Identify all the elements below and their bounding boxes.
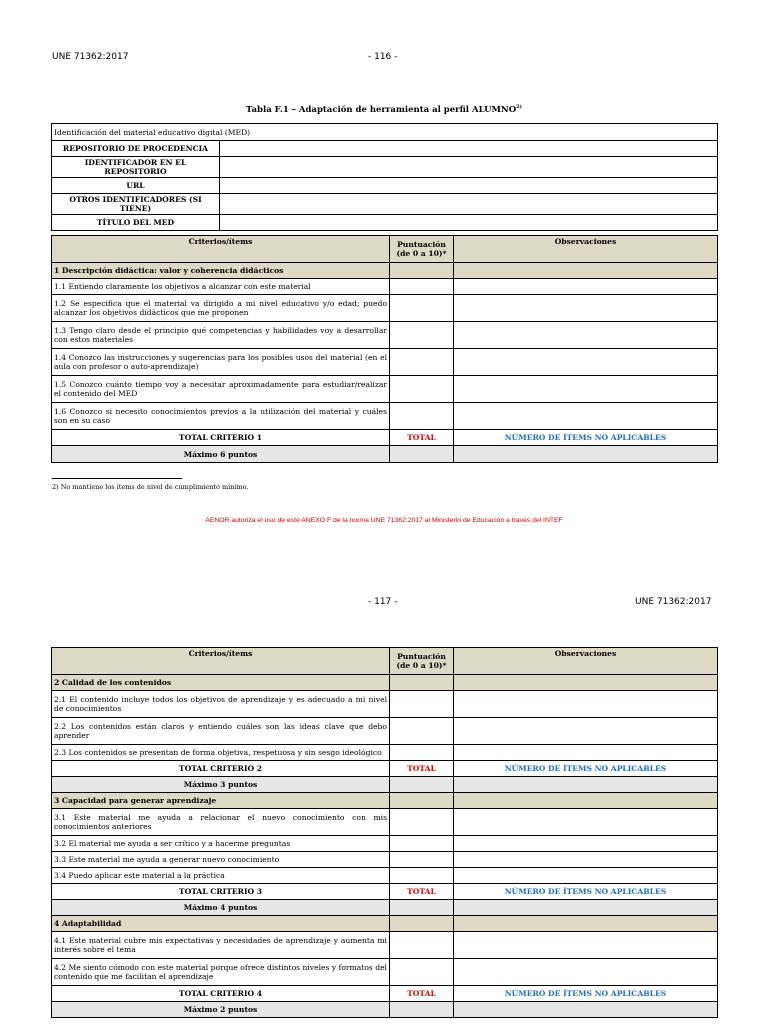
id-row-label: IDENTIFICADOR EN EL REPOSITORIO [52,157,220,178]
id-row-label: TÍTULO DEL MED [52,215,220,231]
id-row-value[interactable] [220,215,718,231]
not-applicable-count[interactable]: NÚMERO DE ÍTEMS NO APLICABLES [454,761,718,777]
id-row-label: URL [52,178,220,194]
col-header-puntuacion: Puntuación (de 0 a 10)* [390,236,454,263]
id-row-value[interactable] [220,194,718,215]
section-title: 4 Adaptabilidad [52,916,390,932]
criterion-item: 2.3 Los contenidos se presentan de forma objetiva, respetuosa y sin sesgo ideológico [52,745,390,761]
observation-cell[interactable] [454,691,718,718]
col-header-puntuacion: Puntuación (de 0 a 10)* [390,648,454,675]
table-title: Tabla F.1 – Adaptación de herramienta al perfil ALUMNO$^{2)}$ [246,104,522,115]
id-table-header: Identificación del material educativo digital (MED) [52,124,718,141]
observation-cell[interactable] [454,295,718,322]
criterion-item: 3.3 Este material me ayuda a generar nuevo conocimiento [52,852,390,868]
page2-page-number: - 117 - [368,597,398,607]
observation-cell[interactable] [454,279,718,295]
score-cell[interactable] [390,295,454,322]
observation-cell[interactable] [454,745,718,761]
max-points-label: Máximo 3 puntos [52,777,390,793]
observation-cell[interactable] [454,403,718,430]
section-title: 3 Capacidad para generar aprendizaje [52,793,390,809]
page1-page-number: - 116 - [368,52,398,62]
total-criterio-label: TOTAL CRITERIO 1 [52,430,390,446]
score-cell[interactable] [390,852,454,868]
total-criterio-label: TOTAL CRITERIO 2 [52,761,390,777]
score-cell[interactable] [390,718,454,745]
col-header-criterios: Criterios/ítems [52,236,390,263]
max-points-label: Máximo 6 puntos [52,446,390,463]
not-applicable-count[interactable]: NÚMERO DE ÍTEMS NO APLICABLES [454,430,718,446]
observation-cell[interactable] [454,322,718,349]
section-title: 2 Calidad de los contenidos [52,675,390,691]
criteria-table-1 [51,235,718,463]
criterion-item: 2.2 Los contenidos están claros y entiendo cuáles son las ideas clave que debo aprender [52,718,390,745]
id-row-value[interactable] [220,178,718,194]
total-criterio-label: TOTAL CRITERIO 3 [52,884,390,900]
criterion-item: 1.3 Tengo claro desde el principio qué competencias y habilidades voy a desarrollar con estos materiales [52,322,390,349]
criterion-item: 4.1 Este material cubre mis expectativas y necesidades de aprendizaje y aumenta mi interés sobre el tema [52,932,390,959]
col-header-criterios: Criterios/ítems [52,648,390,675]
score-cell[interactable] [390,691,454,718]
score-cell[interactable] [390,809,454,836]
score-cell[interactable] [390,349,454,376]
page1-doc-code: UNE 71362:2017 [52,52,129,62]
observation-cell[interactable] [454,868,718,884]
criterion-item: 4.2 Me siento cómodo con este material porque ofrece distintos niveles y formatos del contenido que me facilitan el aprendizaje [52,959,390,986]
criterion-item: 3.2 El material me ayuda a ser crítico y a hacerme preguntas [52,836,390,852]
score-cell[interactable] [390,403,454,430]
total-value[interactable]: TOTAL [390,884,454,900]
observation-cell[interactable] [454,852,718,868]
score-cell[interactable] [390,868,454,884]
criterion-item: 3.4 Puedo aplicar este material a la práctica [52,868,390,884]
criterion-item: 1.5 Conozco cuánto tiempo voy a necesitar aproximadamente para estudiar/realizar el contenido del MED [52,376,390,403]
id-row-label: REPOSITORIO DE PROCEDENCIA [52,141,220,157]
criterion-item: 1.6 Conozco si necesito conocimientos previos a la utilización del material y cuáles son en su caso [52,403,390,430]
observation-cell[interactable] [454,836,718,852]
max-points-label: Máximo 4 puntos [52,900,390,916]
id-row-value[interactable] [220,141,718,157]
score-cell[interactable] [390,279,454,295]
observation-cell[interactable] [454,718,718,745]
license-note: AENOR autoriza el uso de este ANEXO F de la norma UNE 71362:2017 al Ministerio de Educación a través del INTEF [205,517,563,524]
score-cell[interactable] [390,932,454,959]
criteria-table-2 [51,647,718,1018]
score-cell[interactable] [390,959,454,986]
not-applicable-count[interactable]: NÚMERO DE ÍTEMS NO APLICABLES [454,986,718,1002]
score-cell[interactable] [390,836,454,852]
criterion-item: 1.4 Conozco las instrucciones y sugerencias para los posibles usos del material (en el aula con profesor o auto-aprendizaje) [52,349,390,376]
observation-cell[interactable] [454,959,718,986]
total-value[interactable]: TOTAL [390,761,454,777]
id-row-value[interactable] [220,157,718,178]
score-cell[interactable] [390,376,454,403]
footnote: 2) No mantiene los ítems de nivel de cumplimiento mínimo. [52,483,249,491]
total-value[interactable]: TOTAL [390,430,454,446]
footnote-divider [52,478,182,479]
score-cell[interactable] [390,745,454,761]
id-row-label: OTROS IDENTIFICADORES (SI TIENE) [52,194,220,215]
score-cell[interactable] [390,322,454,349]
total-value[interactable]: TOTAL [390,986,454,1002]
not-applicable-count[interactable]: NÚMERO DE ÍTEMS NO APLICABLES [454,884,718,900]
criterion-item: 3.1 Este material me ayuda a relacionar el nuevo conocimiento con mis conocimientos anteriores [52,809,390,836]
col-header-observaciones: Observaciones [454,648,718,675]
criterion-item: 1.2 Se especifica que el material va dirigido a mi nivel educativo y/o edad; puedo alcanzar los objetivos didácticos que me proponen [52,295,390,322]
identification-table [51,123,718,231]
col-header-observaciones: Observaciones [454,236,718,263]
criterion-item: 2.1 El contenido incluye todos los objetivos de aprendizaje y es adecuado a mi nivel de conocimientos [52,691,390,718]
observation-cell[interactable] [454,932,718,959]
page2-doc-code: UNE 71362:2017 [635,597,712,607]
total-criterio-label: TOTAL CRITERIO 4 [52,986,390,1002]
observation-cell[interactable] [454,349,718,376]
criterion-item: 1.1 Entiendo claramente los objetivos a alcanzar con este material [52,279,390,295]
section-title: 1 Descripción didáctica: valor y coherencia didácticos [52,263,390,279]
max-points-label: Máximo 2 puntos [52,1002,390,1018]
observation-cell[interactable] [454,376,718,403]
observation-cell[interactable] [454,809,718,836]
